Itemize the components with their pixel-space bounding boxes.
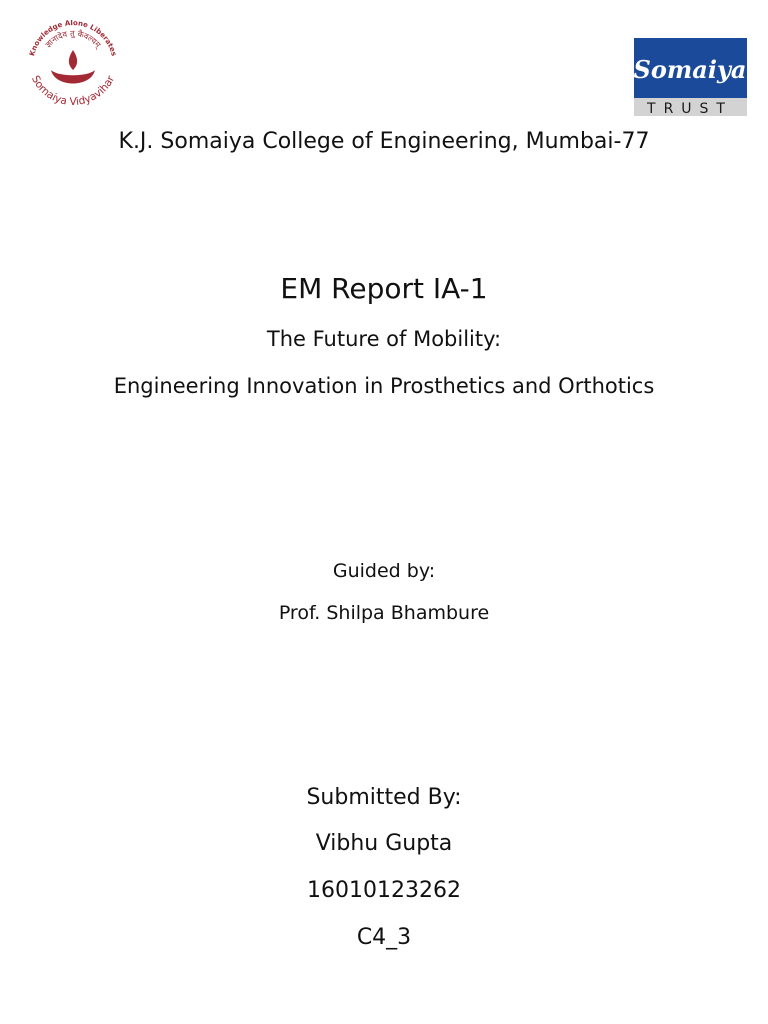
logo-devanagari-motto: ज्ञानादेव तु कैवल्यम् [43, 28, 103, 50]
report-subtitle-line-1: The Future of Mobility: [266, 327, 502, 351]
logo-name-text: Somaiya Vidyavihar [28, 73, 118, 109]
student-roll-number: 16010123262 [307, 878, 461, 903]
logo-motto-text: Knowledge Alone Liberates [28, 20, 118, 57]
somaiya-vidyavihar-logo [22, 20, 124, 112]
report-title: EM Report IA-1 [280, 272, 488, 305]
guided-by-label: Guided by: [332, 560, 436, 582]
guide-name: Prof. Shilpa Bhambure [278, 602, 490, 624]
flame-icon [69, 50, 77, 70]
college-name: K.J. Somaiya College of Engineering, Mumbai-77 [118, 129, 650, 154]
lamp-icon [51, 70, 95, 84]
trust-subtext: TRUST [647, 101, 733, 116]
trust-wordmark: Somaiya [634, 55, 747, 84]
report-subtitle-line-2: Engineering Innovation in Prosthetics and Orthotics [113, 374, 655, 398]
submitted-by-label: Submitted By: [306, 785, 462, 810]
somaiya-trust-logo [634, 38, 747, 116]
student-batch: C4_3 [356, 925, 412, 950]
student-name: Vibhu Gupta [315, 831, 453, 856]
